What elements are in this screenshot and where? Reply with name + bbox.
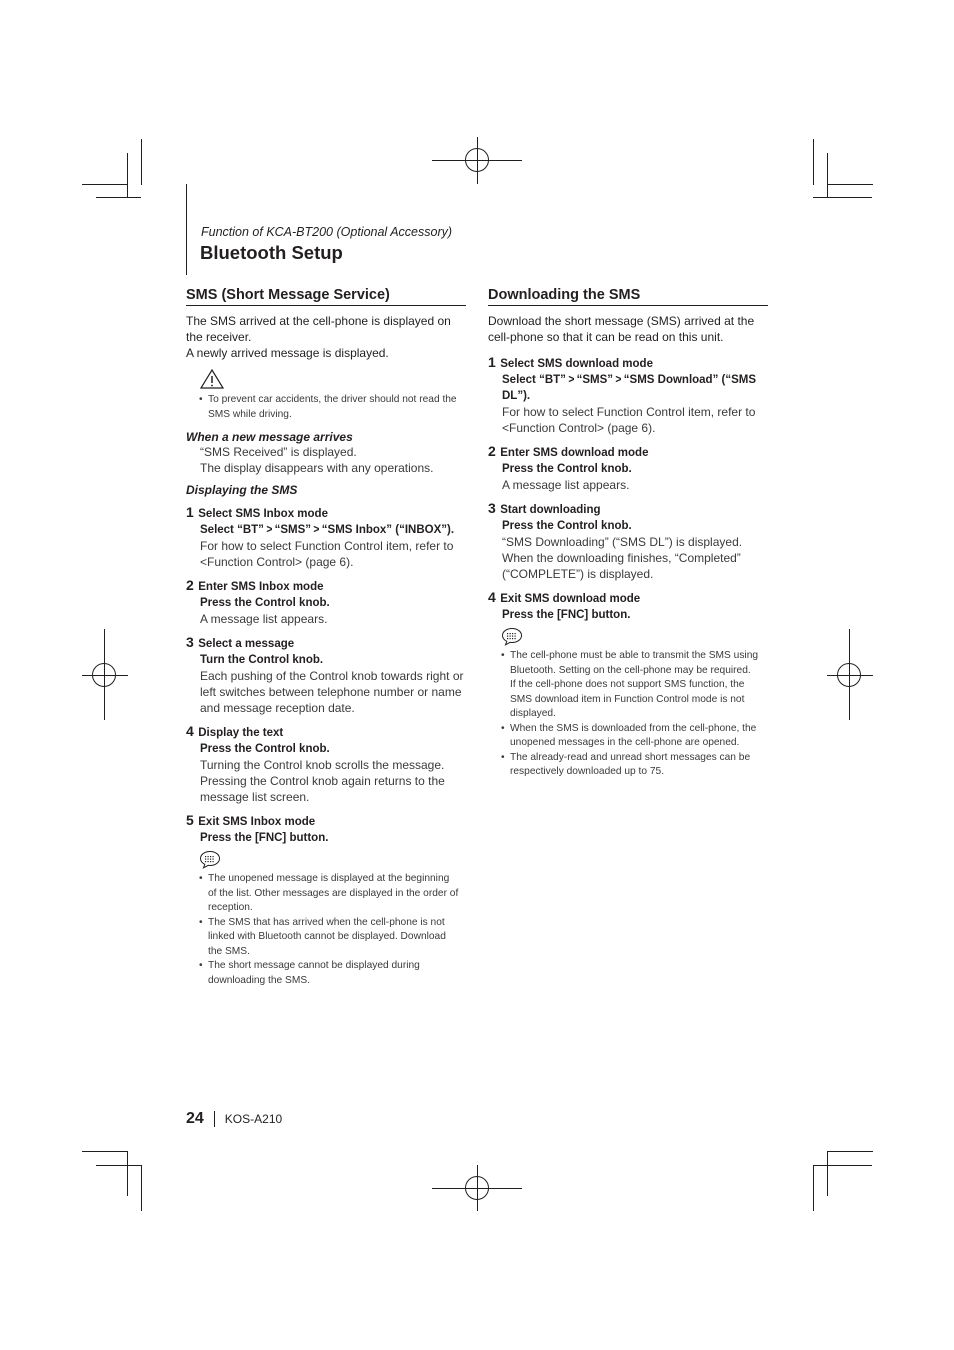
step-1: 1 Select SMS download mode Select “BT” > “SMS” > “SMS Download” (“SMS DL”). For how to select Function Control item, refer to <Function Control> (page 6). — [488, 354, 757, 435]
list-item: • The cell-phone must be able to transmit the SMS using Bluetooth. Setting on the cell-phone may be required. If the cell-phone does not support SMS function, the SMS download item in Function Control mode is not displayed. — [501, 649, 768, 722]
model-name: KOS-A210 — [224, 1112, 283, 1126]
step-5: 5 Exit SMS Inbox mode Press the [FNC] button. — [186, 812, 329, 844]
section-heading-sms: SMS (Short Message Service) — [186, 287, 466, 306]
speech-bubble-note-icon — [501, 627, 768, 647]
list-item: • The unopened message is displayed at the beginning of the list. Other messages are displayed in the order of reception. — [199, 872, 466, 916]
speech-bubble-note-icon — [199, 850, 466, 870]
list-item: • When the SMS is downloaded from the cell-phone, the unopened messages in the cell-phone are opened. — [501, 722, 768, 751]
subheading-new-message: When a new message arrives — [186, 430, 353, 444]
sms-intro: The SMS arrived at the cell-phone is displayed on the receiver. A newly arrived message is displayed. — [186, 314, 451, 360]
page-title: Bluetooth Setup — [200, 242, 343, 263]
section-heading-download: Downloading the SMS — [488, 287, 768, 306]
new-message-text: “SMS Received” is displayed. The display disappears with any operations. — [200, 445, 434, 475]
step-3: 3 Select a message Turn the Control knob. Each pushing of the Control knob towards right or left switches between telephone number or name and message reception date. — [186, 634, 464, 715]
list-item: • The already-read and unread short messages can be respectively downloaded up to 75. — [501, 751, 768, 780]
step-4: 4 Display the text Press the Control knob. Turning the Control knob scrolls the message. Pressing the Control knob again returns to the message list screen. — [186, 723, 445, 804]
step-1: 1 Select SMS Inbox mode Select “BT” > “SMS” > “SMS Inbox” (“INBOX”). For how to select Function Control item, refer to <Function Control> (page 6). — [186, 504, 455, 569]
right-column — [488, 287, 768, 780]
footer-divider — [214, 1111, 215, 1127]
header-rule — [186, 184, 187, 275]
page-subtitle: Function of KCA-BT200 (Optional Accessory) — [201, 225, 453, 239]
caution-note: • To prevent car accidents, the driver should not read the SMS while driving. — [199, 393, 466, 422]
step-2: 2 Enter SMS download mode Press the Control knob. A message list appears. — [488, 443, 649, 492]
list-item: • The SMS that has arrived when the cell-phone is not linked with Bluetooth cannot be displayed. Download the SMS. — [199, 916, 466, 960]
left-column — [186, 287, 466, 988]
step-2: 2 Enter SMS Inbox mode Press the Control knob. A message list appears. — [186, 577, 330, 626]
warning-triangle-icon — [200, 369, 466, 391]
list-item: • The short message cannot be displayed during downloading the SMS. — [199, 959, 466, 988]
step-4: 4 Exit SMS download mode Press the [FNC] button. — [488, 589, 641, 621]
notes-list — [199, 872, 466, 988]
page-footer — [186, 1110, 282, 1128]
page-number: 24 — [186, 1110, 204, 1127]
subheading-displaying: Displaying the SMS — [186, 483, 298, 497]
download-intro: Download the short message (SMS) arrived at the cell-phone so that it can be read on this unit. — [488, 314, 755, 344]
step-3: 3 Start downloading Press the Control knob. “SMS Downloading” (“SMS DL”) is displayed. When the downloading finishes, “Completed” (“COMPLETE”) is displayed. — [488, 500, 743, 581]
notes-list — [501, 649, 768, 780]
